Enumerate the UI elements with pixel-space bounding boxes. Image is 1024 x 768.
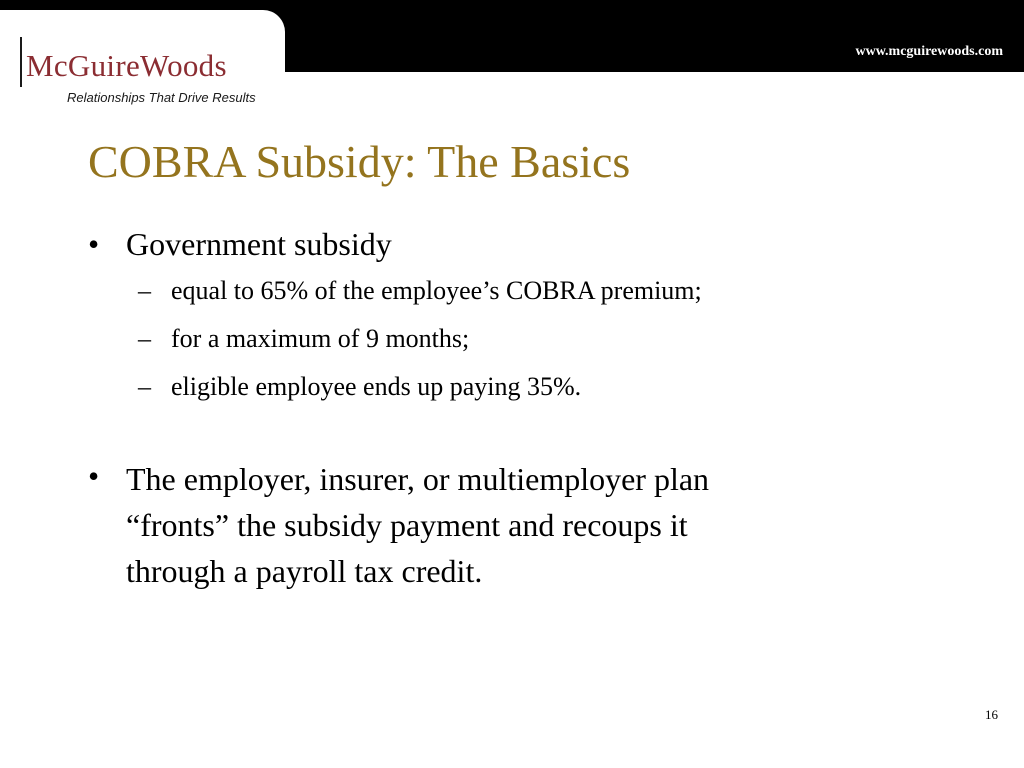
bullet-marker: • [88,226,100,262]
sub-item-employee-share [126,370,928,404]
sub-item-text: equal to 65% of the employee’s COBRA premium; [171,276,702,305]
bullet-text-line: “fronts” the subsidy payment and recoups it [126,507,688,543]
sub-item-subsidy-percent [126,274,928,308]
bullet-text-line: through a payroll tax credit. [126,553,483,589]
bullet-government-subsidy [88,224,928,404]
logo-divider [20,37,22,87]
bullet-list [88,224,928,594]
bullet-text-line: The employer, insurer, or multiemployer plan [126,461,710,497]
page-number: 16 [985,707,998,722]
sub-marker: – [138,372,151,401]
sub-item-text: for a maximum of 9 months; [171,324,470,353]
sub-marker: – [138,324,151,353]
logo-tagline: Relationships That Drive Results [67,90,256,105]
logo-panel [0,10,285,108]
sub-list [126,274,928,404]
bullet-text: Government subsidy [126,226,392,262]
sub-marker: – [138,276,151,305]
bullet-marker: • [88,458,100,494]
bullet-employer-fronts [88,456,928,594]
sub-item-text: eligible employee ends up paying 35%. [171,372,582,401]
company-logo-wordmark: McGuireWoods [26,48,227,83]
company-logo [24,46,269,86]
website-url: www.mcguirewoods.com [855,44,1003,59]
slide-title: COBRA Subsidy: The Basics [88,136,631,187]
sub-item-max-duration [126,322,928,356]
